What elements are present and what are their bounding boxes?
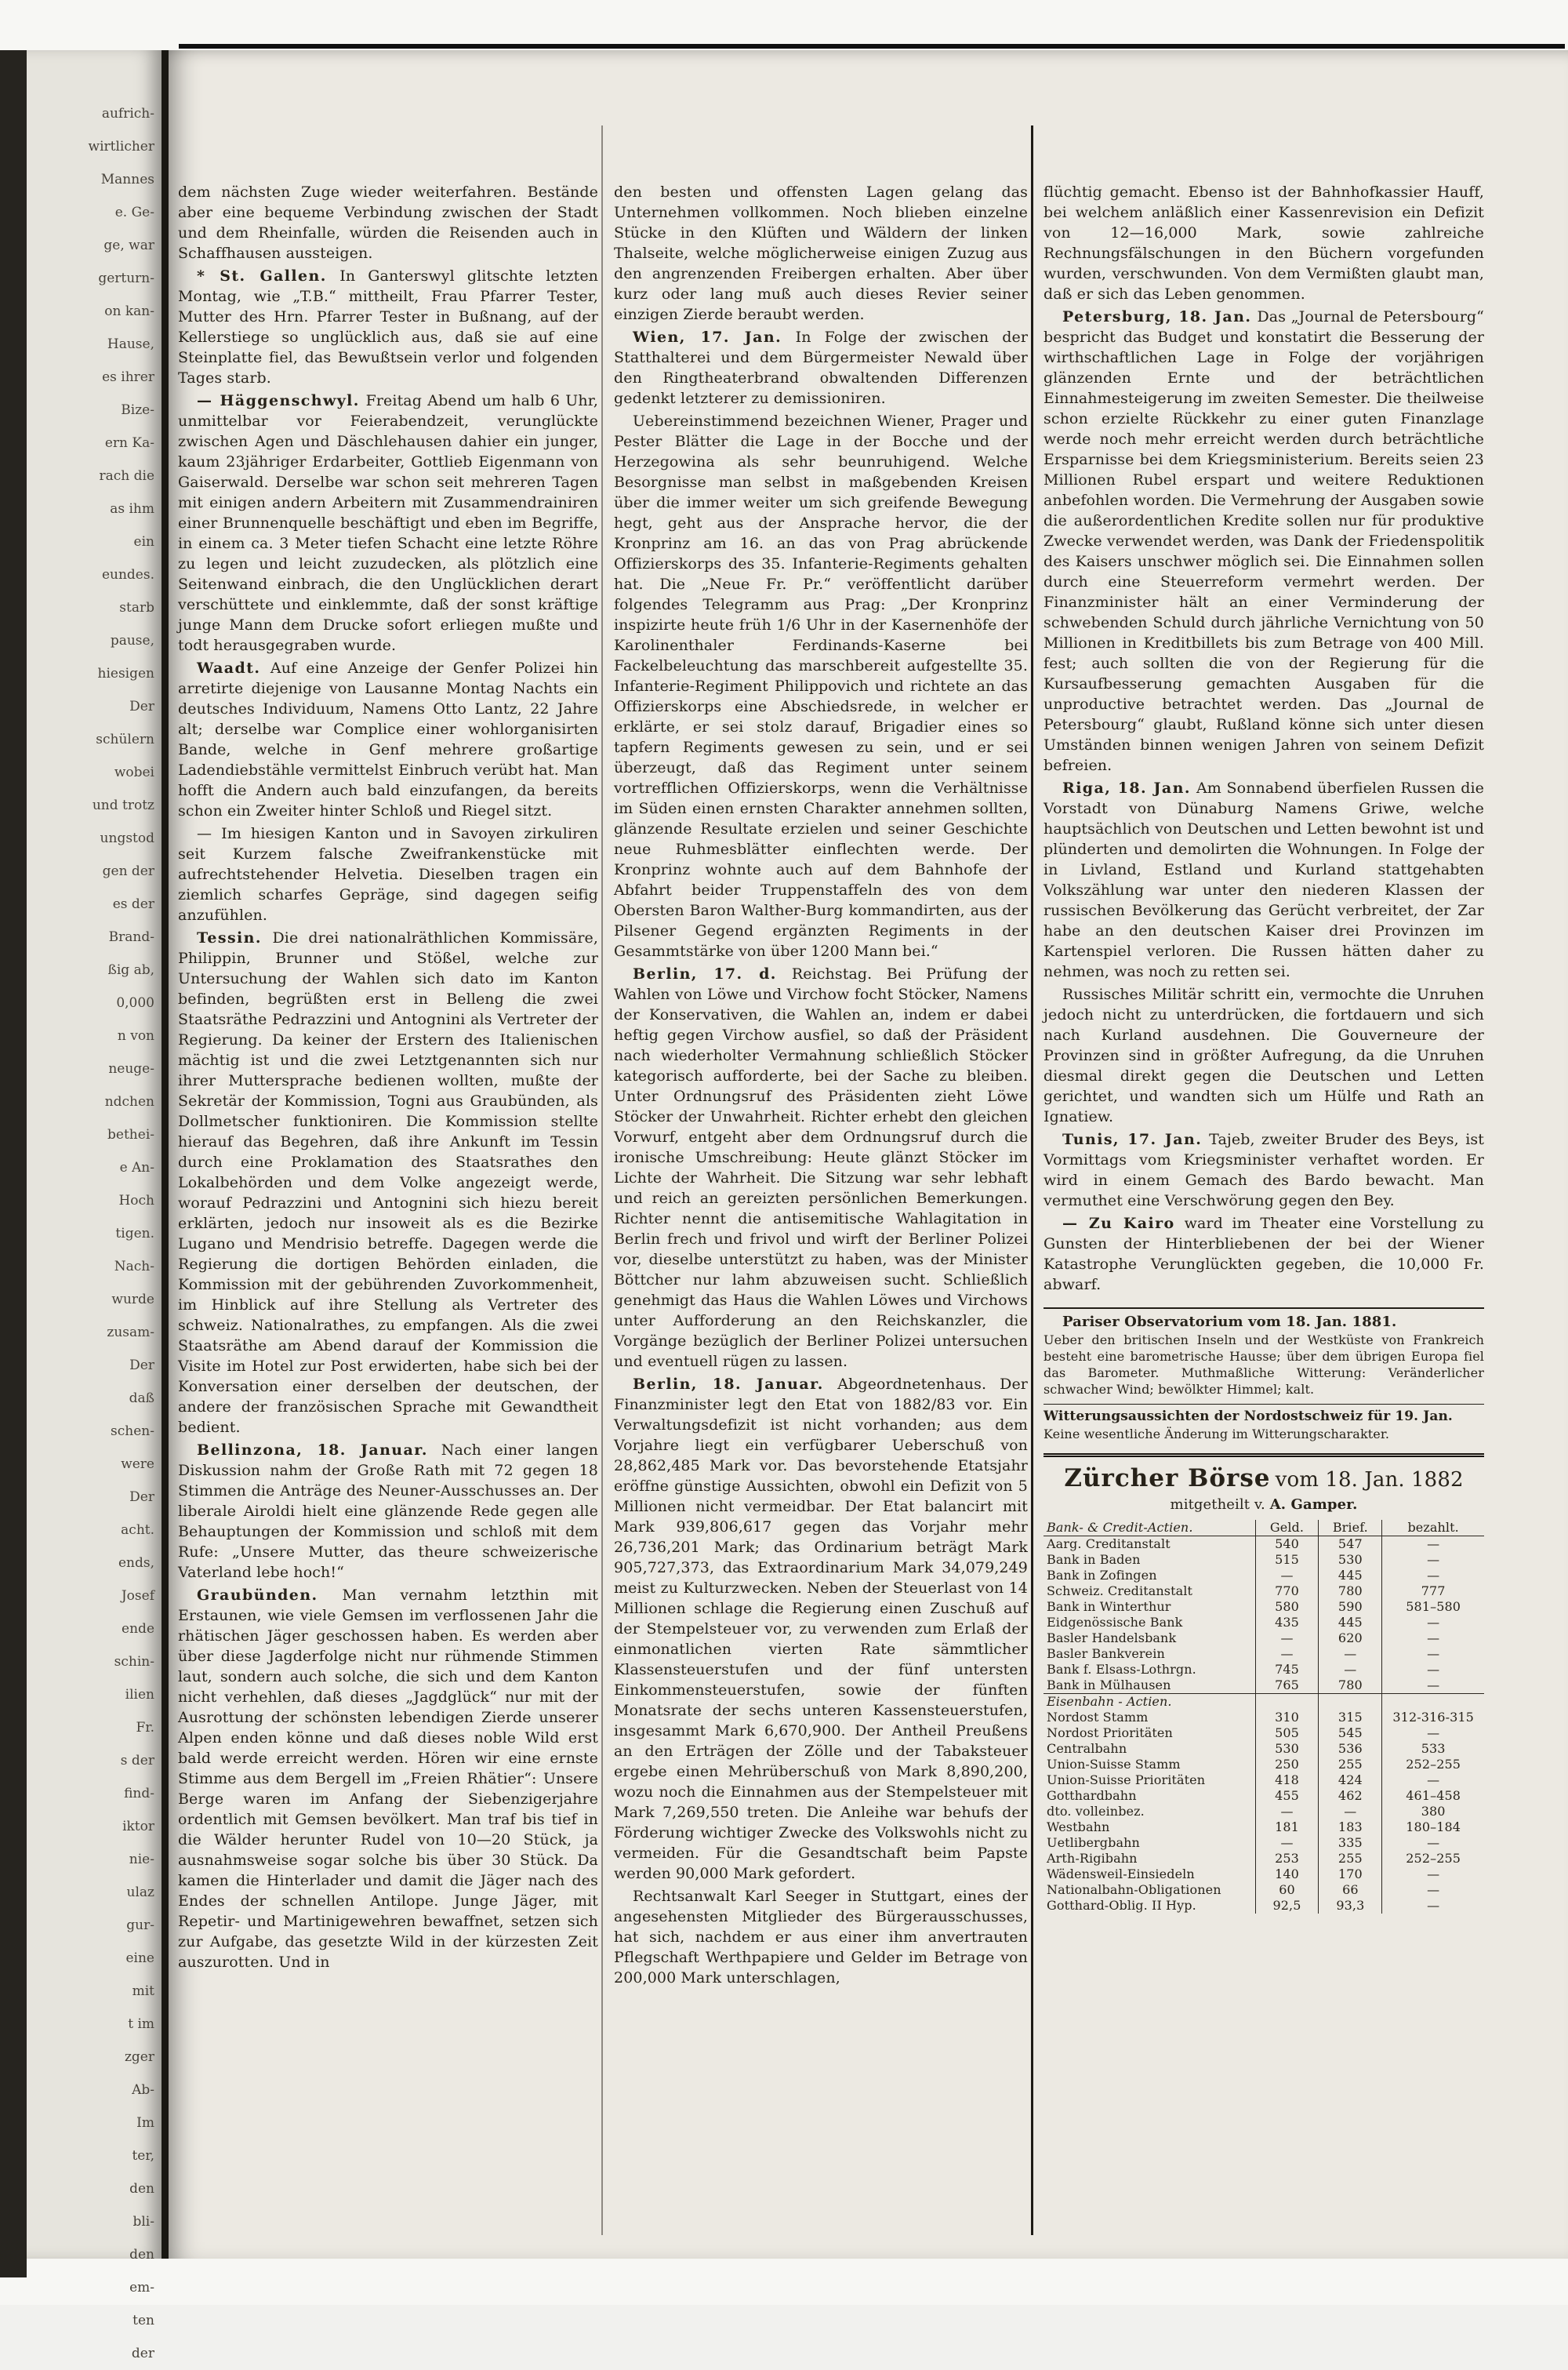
text-fragment: t im — [128, 2016, 154, 2032]
geld-value: 745 — [1255, 1662, 1319, 1678]
security-name: Bank in Winterthur — [1047, 1599, 1171, 1614]
article-text: Das „Journal de Petersbourg“ bespricht das Budget und konstatirt die Besserung der wirthschaftlichen Lage in Folge der vorjährigen glänzenden Ernte und der beträchtlichen Einnahmesteigerung im zweiten Semester. Die theilweise schon erzielte Rückkehr zu einer guten Finanzlage werde noch mehr erreicht werden durch beträchtliche Ersparnisse bei dem Kriegsministerium. Bereits seien 23 Millionen Rubel erspart und weitere Reduktionen anbefohlen worden. Die Vermehrung der Ausgaben sowie die außerordentlichen Kredite sollen nur für produktive Zwecke verwendet werden, was Dank der Friedenspolitik des Kaisers unschwer möglich sei. Die Einnahmen sollen durch eine Steuerreform vermehrt werden. Der Finanzminister hält an einer Verminderung der schwebenden Schuld durch jährliche Vernichtung von 50 Millionen in Kreditbillets bis zum Betrage von 400 Mill. fest; auch sollten die von der Regierung für die Kursaufbesserung gemachten Ausgaben für die unproductive betrachtet werden. Das „Journal de Petersbourg“ glaubt, Rußland könne sich unter diesen Umständen binnen wenigen Jahren von seinem Defizit befreien. — [1044, 308, 1484, 774]
page-top-rule — [179, 44, 1565, 49]
text-fragment: aufrich- — [101, 106, 154, 122]
text-fragment: ends, — [118, 1555, 154, 1571]
text-fragment: ende — [122, 1621, 154, 1637]
text-fragment: Mannes — [100, 172, 154, 187]
security-name: Uetlibergbahn — [1047, 1835, 1140, 1850]
brief-value: 315 — [1319, 1710, 1382, 1725]
article-dateline: Berlin, 17. d. — [633, 965, 777, 983]
table-row — [1044, 1819, 1484, 1835]
brief-value: 780 — [1319, 1678, 1382, 1694]
bezahlt-value: — — [1382, 1615, 1484, 1630]
geld-value: — — [1255, 1568, 1319, 1583]
geld-value: 60 — [1255, 1882, 1319, 1898]
text-fragment: schülern — [96, 732, 154, 747]
article-paragraph — [1044, 778, 1484, 982]
text-fragment: s der — [120, 1753, 154, 1768]
security-name: Bank f. Elsass-Lothrgn. — [1047, 1662, 1196, 1677]
bezahlt-value: — — [1382, 1662, 1484, 1678]
geld-value: 765 — [1255, 1678, 1319, 1694]
text-fragment: e An- — [119, 1160, 154, 1176]
article-paragraph — [614, 1374, 1028, 1884]
article-text: Am Sonnabend überfielen Russen die Vorstadt von Dünaburg Namens Griwe, welche hauptsächlich von Deutschen und Letten bewohnt ist und plünderten und demolirten die Wohnungen. In Folge der in Livland, Estland und Kurland stattgehabten Volkszählung war unter den niederen Klassen der russischen Bevölkerung das Gerücht verbreitet, der Zar habe an den deutschen Kaiser drei Provinzen im Kartenspiel verloren. Die Russen hätten daher zu nehmen, was noch zu retten sei. — [1044, 780, 1484, 980]
text-fragment: Hause, — [107, 336, 154, 352]
brief-value: 462 — [1319, 1788, 1382, 1804]
text-fragment: ndchen — [104, 1094, 154, 1110]
bezahlt-value: — — [1382, 1898, 1484, 1914]
article-dateline: Graubünden. — [197, 1587, 318, 1604]
bezahlt-value: — — [1382, 1835, 1484, 1851]
column-3-articles — [1044, 182, 1484, 1295]
geld-value: 250 — [1255, 1757, 1319, 1772]
text-fragment: schen- — [111, 1423, 154, 1439]
geld-value: 530 — [1255, 1741, 1319, 1757]
brief-value: 547 — [1319, 1536, 1382, 1553]
bezahlt-value: 252–255 — [1382, 1851, 1484, 1867]
text-fragment: wurde — [111, 1292, 154, 1307]
security-name: Basler Handelsbank — [1047, 1630, 1177, 1645]
geld-value: 253 — [1255, 1851, 1319, 1867]
rail-rows — [1044, 1710, 1484, 1914]
brief-value: 536 — [1319, 1741, 1382, 1757]
security-name: Schweiz. Creditanstalt — [1047, 1583, 1193, 1598]
bezahlt-value: — — [1382, 1552, 1484, 1568]
text-fragment: acht. — [121, 1522, 154, 1538]
text-fragment: Ab- — [132, 2082, 154, 2098]
table-row — [1044, 1710, 1484, 1725]
boerse-table-header — [1044, 1520, 1484, 1536]
bezahlt-value: — — [1382, 1536, 1484, 1553]
brief-value: 255 — [1319, 1851, 1382, 1867]
security-name: Nordost Prioritäten — [1047, 1725, 1173, 1740]
table-row — [1044, 1851, 1484, 1867]
rail-section-header — [1044, 1694, 1484, 1710]
column-header-geld: Geld. — [1255, 1520, 1319, 1536]
text-fragment: starb — [119, 600, 154, 616]
table-row — [1044, 1757, 1484, 1772]
article-dateline: Riga, 18. Jan. — [1062, 780, 1191, 797]
bezahlt-value: — — [1382, 1725, 1484, 1741]
article-text: dem nächsten Zuge wieder weiterfahren. Bestände aber eine bequeme Verbindung zwischen der Stadt und dem Rheinfalle, würden die Reisenden auch in Schaffhausen aussteigen. — [178, 184, 598, 262]
text-fragment: bli- — [132, 2214, 154, 2230]
geld-value: 515 — [1255, 1552, 1319, 1568]
table-row — [1044, 1646, 1484, 1662]
text-fragment: ßig ab, — [107, 962, 154, 978]
security-name: Union-Suisse Prioritäten — [1047, 1772, 1206, 1787]
text-fragment: ein — [133, 534, 154, 550]
article-paragraph — [178, 1585, 598, 1972]
article-paragraph — [178, 1440, 598, 1583]
text-fragment: den — [129, 2247, 154, 2263]
security-name: Wädensweil-Einsiedeln — [1047, 1867, 1195, 1881]
article-paragraph — [178, 182, 598, 264]
brief-value: 424 — [1319, 1772, 1382, 1788]
table-row — [1044, 1568, 1484, 1583]
text-fragment: hiesigen — [97, 666, 154, 682]
bezahlt-value: — — [1382, 1867, 1484, 1882]
article-paragraph — [1044, 1129, 1484, 1211]
text-fragment: den — [129, 2181, 154, 2197]
article-paragraph — [614, 964, 1028, 1372]
text-fragment: Der — [129, 699, 154, 714]
article-paragraph — [1044, 307, 1484, 776]
boerse-title — [1044, 1463, 1484, 1496]
article-text: flüchtig gemacht. Ebenso ist der Bahnhofkassier Hauff, bei welchem anläßlich einer Kassenrevision ein Defizit von 12—16,000 Mark, sowie zahlreiche Rechnungsfälschungen in den Büchern vorgefunden wurden, verschwunden. Von dem Vermißten glaubt man, daß er sich das Leben genommen. — [1044, 184, 1484, 303]
bezahlt-value: 252–255 — [1382, 1757, 1484, 1772]
article-dateline: Waadt. — [197, 660, 261, 677]
boerse-subtitle-prefix: mitgetheilt v. — [1170, 1496, 1270, 1513]
article-paragraph — [614, 182, 1028, 325]
text-fragment: eine — [125, 1950, 154, 1966]
scan-left-edge — [0, 50, 27, 2277]
article-text: In Folge der zwischen der Statthalterei und dem Bürgermeister Newald über den Ringtheaterbrand obwaltenden Differenzen gedenkt letzterer zu demissioniren. — [614, 329, 1029, 407]
brief-value: 66 — [1319, 1882, 1382, 1898]
stock-exchange-section — [1044, 1453, 1484, 1914]
article-text: — Im hiesigen Kanton und in Savoyen zirkuliren seit Kurzem falsche Zweifrankenstücke mit aufrechtstehender Helvetia. Dieselben tragen ein ziemlich scharfes Gepräge, sind dagegen seifig anzufühlen. — [178, 825, 598, 924]
text-fragment: ern Ka- — [104, 435, 154, 451]
text-fragment: mit — [132, 1983, 154, 1999]
table-row — [1044, 1788, 1484, 1804]
brief-value: 445 — [1319, 1568, 1382, 1583]
text-fragment: es ihrer — [102, 369, 154, 385]
geld-value: 310 — [1255, 1710, 1319, 1725]
text-fragment: gur- — [126, 1917, 154, 1933]
text-fragment: ge, war — [103, 238, 154, 253]
column-divider-1 — [601, 125, 603, 2235]
security-name: Gotthard-Oblig. II Hyp. — [1047, 1898, 1196, 1913]
brief-value: 255 — [1319, 1757, 1382, 1772]
article-text: Man vernahm letzthin mit Erstaunen, wie viele Gemsen im verflossenen Jahr die rhätischen Jäger geschossen haben. Es werden aber über diese Jagderfolge nicht nur rühmende Stimmen laut, sondern auch solche, die sich und dem Kanton nicht verhehlen, daß dieses „Jagdglück“ nur mit der Ausrottung der schönsten lebendigen Zierde unserer Alpen enden könne und daß dieses noble Wild erst bald werde erreicht werden. Hören wir eine ernste Stimme aus dem Bergell im „Freien Rhätier“: Unsere Berge waren im Anfang der Siebenzigerjahre ordentlich mit Gemsen bevölkert. Man traf bis tief in die Wälder herunter Rudel von 10—20 Stück, ja ausnahmsweise sogar solche bis über 30 Stück. Da kamen die Hinterlader und damit die Jäger nach des Endes der schnellen Antilope. Junge Jäger, mit Repetir- und Martinigewehren bewaffnet, setzen sich zur Aufgabe, das gesetzte Wild in der kürzesten Zeit auszurotten. Und in — [178, 1587, 598, 1971]
article-dateline: Tessin. — [197, 929, 262, 947]
security-name: Bank in Baden — [1047, 1552, 1141, 1567]
boerse-reporter-name: A. Gamper. — [1269, 1496, 1358, 1513]
article-dateline: Berlin, 18. Januar. — [633, 1376, 824, 1393]
security-name: Nationalbahn-Obligationen — [1047, 1882, 1221, 1897]
security-name: Eidgenössische Bank — [1047, 1615, 1183, 1630]
boerse-title-date: vom 18. Jan. 1882 — [1275, 1468, 1464, 1492]
column-divider-2 — [1031, 125, 1033, 2235]
text-fragment: pause, — [110, 633, 154, 649]
column-1 — [178, 182, 598, 2243]
text-fragment: Josef — [121, 1588, 154, 1604]
weather-title: Witterungsaussichten der Nordostschweiz für 19. Jan. — [1044, 1409, 1453, 1424]
article-text: Abgeordnetenhaus. Der Finanzminister legt den Etat von 1882/83 vor. Ein Verwaltungsdefizit ist nicht vorhanden; aus dem Vorjahre liegt ein verfügbarer Ueberschuß von 28,862,485 Mark vor. Das bevorstehende Etatsjahr eröffne günstige Aussichten, obwohl ein Defizit von 5 Millionen nicht vermeidbar. Der Etat balancirt mit Mark 939,806,617 gegen das Vorjahr mehr 26,736,201 Mark; das Ordinarium beträgt Mark 905,727,373, das Extraordinarium Mark 34,079,249 meist zu Kulturzwecken. Neben der Steuerlast von 14 Millionen schlage die Regierung einen Zuschuß auf der Stempelsteuer vor, zu verwenden zum Erlaß der einmonatlichen vierten Rate sämmtlicher Klassensteuerstufen und der fünf untersten Einkommensteuerstufen, sowie der fünften Monatsrate der sechs unteren Kassensteuerstufen, insgesammt Mark 6,670,900. Der Antheil Preußens an den Erträgen der Zölle und der Tabaksteuer ergebe einen Mehrüberschuß von Mark 8,890,200, wozu noch die Einnahmen aus der Stempelsteuer mit Mark 7,269,550 treten. Die Anleihe war behufs der Förderung wichtiger Zwecke des Volkswohls nicht zu vermeiden. Für die Gesandtschaft beim Papste werden 90,000 Mark gefordert. — [614, 1376, 1028, 1882]
security-name: Centralbahn — [1047, 1741, 1127, 1756]
observatory-title: Pariser Observatorium vom 18. Jan. 1881. — [1062, 1314, 1397, 1330]
text-fragment: Im — [136, 2115, 154, 2131]
article-text: Freitag Abend um halb 6 Uhr, unmittelbar vor Feierabendzeit, verunglückte zwischen Agen und Däschlehausen dahier ein junger, kaum 23jähriger Erdarbeiter, Gottlieb Eigenmann von Gaiserwald. Derselbe war schon seit mehreren Tagen mit einigen andern Arbeitern mit Zusammendrainiren einer Brunnenquelle beschäftigt und eben im Begriffe, in einem ca. 3 Meter tiefen Schacht eine letzte Röhre zu legen und leicht zuzudecken, als plötzlich eine Seitenwand einbrach, die den Unglücklichen derart verschüttete und einklemmte, daß der sonst kräftige junge Mann dem Drucke sofort erliegen mußte und todt herausgegraben wurde. — [178, 392, 598, 654]
article-paragraph — [1044, 182, 1484, 304]
text-fragment: ilien — [125, 1687, 154, 1703]
geld-value: 770 — [1255, 1583, 1319, 1599]
bezahlt-value: 180–184 — [1382, 1819, 1484, 1835]
text-fragment: em- — [129, 2280, 154, 2295]
text-fragment: e. Ge- — [114, 205, 154, 220]
table-row — [1044, 1615, 1484, 1630]
bank-rows — [1044, 1536, 1484, 1694]
article-text: Reichstag. Bei Prüfung der Wahlen von Löwe und Virchow focht Stöcker, Namens der Konservativen, die Wahlen an, indem er dabei heftig gegen Virchow ausfiel, so daß der Präsident nach wiederholter Vermahnung schließlich Stöcker kategorisch aufforderte, bei der Sache zu bleiben. Unter Ordnungsruf des Präsidenten zieht Löwe Stöcker der Unwahrheit. Richter erhebt den gleichen Vorwurf, entgeht aber dem Ordnungsruf durch die ironische Umschreibung: Heute glänzt Stöcker im Lichte der Wahrheit. Die Sitzung war sehr lebhaft und reich an gereizten persönlichen Bemerkungen. Richter nennt die antisemitische Wahlagitation in Berlin frech und frivol und wirft der Berliner Polizei vor, dieselbe unterstützt zu haben, was der Minister Böttcher nur lahm abzuweisen sucht. Schließlich genehmigt das Haus die Wahlen Löwes und Virchows unter Aufforderung an den Reichskanzler, die Vorgänge bezüglich der Berliner Polizei untersuchen und eventuell rügen zu lassen. — [614, 965, 1028, 1370]
table-row — [1044, 1552, 1484, 1568]
article-paragraph — [1044, 984, 1484, 1127]
observatory-body: Ueber den britischen Inseln und der Westküste von Frankreich besteht eine barometrische Hausse; über dem übrigen Europa fiel das Barometer. Muthmaßliche Witterung: Veränderlicher schwacher Wind; bewölkter Himmel; kalt. — [1044, 1332, 1484, 1397]
article-text: Tajeb, zweiter Bruder des Beys, ist Vormittags vom Kriegsminister verhaftet worden. Er wird in einem Gemach des Bardo bewacht. Man vermuthet eine Verschwörung gegen den Bey. — [1044, 1131, 1484, 1209]
brief-value: — — [1319, 1662, 1382, 1678]
boerse-subtitle — [1044, 1496, 1484, 1514]
text-fragment: ter, — [132, 2148, 154, 2164]
article-paragraph — [178, 266, 598, 388]
geld-value: — — [1255, 1804, 1319, 1819]
article-text: Rechtsanwalt Karl Seeger in Stuttgart, eines der angesehensten Mitglieder des Bürgerausschusses, hat sich, nachdem er aus einer ihm anvertrauten Pflegschaft Werthpapiere und Gelder im Betrage von 200,000 Mark unterschlagen, — [614, 1888, 1028, 1987]
boerse-title-main: Zürcher Börse — [1064, 1464, 1271, 1492]
article-dateline: Petersburg, 18. Jan. — [1062, 308, 1252, 325]
text-fragment: bethei- — [107, 1127, 154, 1143]
article-paragraph — [614, 1886, 1028, 1988]
brief-value: — — [1319, 1804, 1382, 1819]
security-name: dto. volleinbez. — [1047, 1804, 1145, 1819]
geld-value: 505 — [1255, 1725, 1319, 1741]
text-fragment: nie- — [129, 1852, 154, 1867]
text-fragment: 0,000 — [116, 995, 154, 1011]
text-fragment: und trotz — [92, 798, 154, 813]
section-bank-credit-label: Bank- & Credit-Actien. — [1044, 1520, 1255, 1536]
article-text: In Ganterswyl glitschte letzten Montag, wie „T.B.“ mittheilt, Frau Pfarrer Tester, Mutter des Hrn. Pfarrer Tester in Bußnang, auf der Kellerstiege so unglücklich aus, daß sie auf eine Steinplatte fiel, das Bewußtsein verlor und folgenden Tages starb. — [178, 267, 598, 387]
text-fragment: Nach- — [114, 1259, 154, 1274]
brief-value: 93,3 — [1319, 1898, 1382, 1914]
text-fragment: eundes. — [101, 567, 154, 583]
article-dateline: * St. Gallen. — [197, 267, 327, 285]
bezahlt-value: — — [1382, 1882, 1484, 1898]
brief-value: 335 — [1319, 1835, 1382, 1851]
geld-value: 92,5 — [1255, 1898, 1319, 1914]
security-name: Union-Suisse Stamm — [1047, 1757, 1181, 1772]
bezahlt-value: — — [1382, 1646, 1484, 1662]
adjacent-page-fragments — [27, 50, 162, 2361]
weather-body: Keine wesentliche Änderung im Witterungscharakter. — [1044, 1427, 1390, 1441]
bezahlt-value: 581–580 — [1382, 1599, 1484, 1615]
column-3 — [1044, 182, 1484, 2252]
weather-outlook-section — [1044, 1404, 1484, 1442]
text-fragment: as ihm — [110, 501, 154, 517]
article-dateline: Tunis, 17. Jan. — [1062, 1131, 1203, 1148]
text-fragment: tigen. — [115, 1226, 154, 1241]
article-text: ward im Theater eine Vorstellung zu Gunsten der Hinterbliebenen der bei der Wiener Katastrophe Verunglückten gegeben, die 10,000 Fr. abwarf. — [1044, 1215, 1484, 1293]
table-row — [1044, 1804, 1484, 1819]
geld-value: — — [1255, 1630, 1319, 1646]
boerse-table — [1044, 1520, 1484, 1914]
article-paragraph — [1044, 1213, 1484, 1295]
article-text: Nach einer langen Diskussion nahm der Große Rath mit 72 gegen 18 Stimmen die Anträge des Neuner-Ausschusses an. Der liberale Airoldi hielt eine glänzende Rede gegen alle Behauptungen der Kommission und schloß mit dem Rufe: „Unsere Mutter, das theure schweizerische Vaterland lebe hoch!“ — [178, 1441, 598, 1581]
table-row — [1044, 1599, 1484, 1615]
article-paragraph — [178, 823, 598, 925]
brief-value: 590 — [1319, 1599, 1382, 1615]
security-name: Basler Bankverein — [1047, 1646, 1165, 1661]
table-row — [1044, 1867, 1484, 1882]
table-row — [1044, 1882, 1484, 1898]
security-name: Westbahn — [1047, 1819, 1110, 1834]
text-fragment: rach die — [99, 468, 154, 484]
column-header-brief: Brief. — [1319, 1520, 1382, 1536]
text-fragment: Der — [129, 1489, 154, 1505]
text-fragment: find- — [124, 1786, 154, 1801]
geld-value: 455 — [1255, 1788, 1319, 1804]
geld-value: 435 — [1255, 1615, 1319, 1630]
bezahlt-value: — — [1382, 1678, 1484, 1694]
table-row — [1044, 1662, 1484, 1678]
security-name: Bank in Zofingen — [1047, 1568, 1157, 1583]
text-fragment: der — [131, 2346, 154, 2361]
table-row — [1044, 1772, 1484, 1788]
table-row — [1044, 1583, 1484, 1599]
section-eisenbahn-label: Eisenbahn - Actien. — [1044, 1694, 1255, 1710]
text-fragment: Der — [129, 1358, 154, 1373]
column-2 — [614, 182, 1028, 2243]
article-paragraph — [614, 327, 1028, 409]
page-gutter-rule — [162, 50, 169, 2259]
table-row — [1044, 1630, 1484, 1646]
table-row — [1044, 1678, 1484, 1694]
security-name: Bank in Mülhausen — [1047, 1678, 1171, 1692]
article-paragraph — [178, 928, 598, 1438]
text-fragment: on kan- — [104, 304, 154, 319]
text-fragment: n von — [117, 1028, 154, 1044]
text-fragment: were — [121, 1456, 154, 1472]
brief-value: 545 — [1319, 1725, 1382, 1741]
table-row — [1044, 1898, 1484, 1914]
article-dateline: Wien, 17. Jan. — [633, 329, 782, 346]
bezahlt-value: — — [1382, 1630, 1484, 1646]
bezahlt-value: 312-316-315 — [1382, 1710, 1484, 1725]
bezahlt-value: 533 — [1382, 1741, 1484, 1757]
text-fragment: zusam- — [107, 1325, 154, 1340]
text-fragment: wobei — [114, 765, 154, 780]
geld-value: 140 — [1255, 1867, 1319, 1882]
newspaper-page — [169, 50, 1568, 2259]
bezahlt-value: — — [1382, 1568, 1484, 1583]
text-fragment: ulaz — [126, 1885, 154, 1900]
table-row — [1044, 1741, 1484, 1757]
article-text: Uebereinstimmend bezeichnen Wiener, Prager und Pester Blätter die Lage in der Bocche und der Herzegowina als sehr beunruhigend. Welche Besorgnisse man selbst in maßgebenden Kreisen über die immer weiter um sich greifende Bewegung hegt, geht aus der Ansprache hervor, die der Kronprinz am 16. an das von Prag abrückende Offizierskorps des 35. Infanterie-Regiments gehalten hat. Die „Neue Fr. Pr.“ veröffentlicht darüber folgendes Telegramm aus Prag: „Der Kronprinz inspizirte heute früh 1/6 Uhr in der Kasernenhöfe der Karolinenthaler Ferdinands-Kaserne bei Fackelbeleuchtung das marschbereit aufgestellte 35. Infanterie-Regiment Philippovich und richtete an das Offizierskorps eine Abschiedsrede, in welcher er erklärte, er sei stolz darauf, Brigadier eines so tapfern Regiments gewesen zu sein, und er sei überzeugt, daß das Regiment unter seinem vortrefflichen Offizierskorps, wenn die Verhältnisse im Süden einen ernsten Charakter annehmen sollten, glänzende Resultate erzielen und seiner Geschichte neue Ruhmesblätter einflechten werde. Der Kronprinz wohnte auch auf dem Bahnhofe der Abfahrt beider Truppenstaffeln des von dem Obersten Baron Walther-Burg kommandirten, aus der Pilsener Gegend ergänzten Regiments in der Gesammtstärke von über 1200 Mann bei.“ — [614, 413, 1028, 960]
table-row — [1044, 1725, 1484, 1741]
geld-value: 580 — [1255, 1599, 1319, 1615]
text-fragment: daß — [129, 1390, 154, 1406]
bezahlt-value: 461–458 — [1382, 1788, 1484, 1804]
table-row — [1044, 1536, 1484, 1553]
geld-value: 418 — [1255, 1772, 1319, 1788]
article-text: Auf eine Anzeige der Genfer Polizei hin arretirte diejenige von Lausanne Montag Nachts ein deutsches Individuum, Namens Otto Lantz, 22 Jahre alt; derselbe war Complice einer wohlorganisirten Bande, welche in Genf mehrere großartige Ladendiebstähle vermittelst Einbruch verübt hat. Man hofft die Andern auch bald einzufangen, da bereits schon ein Zweiter hinter Schloß und Riegel sitzt. — [178, 660, 598, 820]
security-name: Aarg. Creditanstalt — [1047, 1536, 1171, 1551]
text-fragment: neuge- — [108, 1061, 154, 1077]
brief-value: 780 — [1319, 1583, 1382, 1599]
text-fragment: zger — [124, 2049, 154, 2065]
brief-value: 170 — [1319, 1867, 1382, 1882]
security-name: Gotthardbahn — [1047, 1788, 1137, 1803]
brief-value: — — [1319, 1646, 1382, 1662]
text-fragment: gen der — [102, 863, 154, 879]
article-dateline: — Zu Kairo — [1062, 1215, 1175, 1232]
geld-value: — — [1255, 1835, 1319, 1851]
article-paragraph — [178, 391, 598, 656]
bezahlt-value: 380 — [1382, 1804, 1484, 1819]
article-text: den besten und offensten Lagen gelang das Unternehmen vollkommen. Noch blieben einzelne Stücke in den Klüften und Wäldern der linken Thalseite, welche möglicherweise einigen Zuzug aus den angrenzenden Freibergen erhalten. Aber über kurz oder lang muß auch dieses Revier seiner einzigen Zierde beraubt werden. — [614, 184, 1028, 323]
text-fragment: wirtlicher — [88, 139, 154, 154]
brief-value: 445 — [1319, 1615, 1382, 1630]
geld-value: 181 — [1255, 1819, 1319, 1835]
text-fragment: Bize- — [121, 402, 154, 418]
paris-observatory-section — [1044, 1307, 1484, 1398]
table-row — [1044, 1835, 1484, 1851]
bezahlt-value: — — [1382, 1772, 1484, 1788]
brief-value: 620 — [1319, 1630, 1382, 1646]
text-fragment: Hoch — [118, 1193, 154, 1209]
article-text: Die drei nationalräthlichen Kommissäre, Philippin, Brunner und Stößel, welche zur Untersuchung der Wahlen sich dato im Kanton befinden, begrüßten erst in Belleng die zwei Staatsräthe Pedrazzini und Antognini als Vertreter der Regierung. Da keiner der Erstern des Italienischen mächtig ist und die zwei Letztgenannten sich nur ihrer Muttersprache bedienen wollten, mußte der Sekretär der Kommission, Togni aus Graubünden, als Dollmetscher funktioniren. Die Kommission stellte hierauf das Begehren, daß ihre Ankunft im Tessin durch eine Proklamation des Staatsrathes den Lokalbehörden und dem Volke angezeigt werde, worauf Pedrazzini und Antognini sich hiezu bereit erklärten, jedoch nur insoweit als es die Bezirke Lugano und Mendrisio betreffe. Dagegen werde die Regierung die dortigen Behörden einladen, die Kommission mit der gebührenden Zuvorkommenheit, im Hinblick auf ihre Stellung als Vertreter des schweiz. Nationalrathes, zu empfangen. Als die zwei Staatsräthe am Abend darauf der Kommission die Visite im Hotel zur Post erwiderten, habe sich bei der Konversation einer derselben der deutschen, der andere der französischen Sprache mit Gewandtheit bedient. — [178, 929, 598, 1436]
text-fragment: iktor — [122, 1819, 154, 1834]
text-fragment: Brand- — [108, 929, 154, 945]
security-name: Nordost Stamm — [1047, 1710, 1149, 1725]
article-dateline: — Häggenschwyl. — [197, 392, 360, 409]
text-fragment: ungstod — [100, 831, 154, 846]
text-fragment: schin- — [114, 1654, 154, 1670]
article-text: Russisches Militär schritt ein, vermochte die Unruhen jedoch nicht zu unterdrücken, die fortdauern und sich nach Kurland ausdehnen. Die Gouverneure der Provinzen sind in größter Aufregung, da die Unruhen diesmal direkt gegen die Deutschen und Letten gerichtet, und wandten sich um Hülfe und Rath an Ignatiew. — [1044, 986, 1484, 1125]
text-fragment: ten — [132, 2313, 154, 2328]
text-fragment: es der — [112, 896, 154, 912]
column-header-bezahlt: bezahlt. — [1382, 1520, 1484, 1536]
brief-value: 183 — [1319, 1819, 1382, 1835]
security-name: Arth-Rigibahn — [1047, 1851, 1138, 1866]
bezahlt-value: 777 — [1382, 1583, 1484, 1599]
article-dateline: Bellinzona, 18. Januar. — [197, 1441, 428, 1459]
article-paragraph — [614, 411, 1028, 961]
brief-value: 530 — [1319, 1552, 1382, 1568]
text-fragment: gerturn- — [98, 271, 154, 286]
geld-value: — — [1255, 1646, 1319, 1662]
text-fragment: Fr. — [136, 1720, 154, 1736]
geld-value: 540 — [1255, 1536, 1319, 1553]
article-paragraph — [178, 658, 598, 821]
